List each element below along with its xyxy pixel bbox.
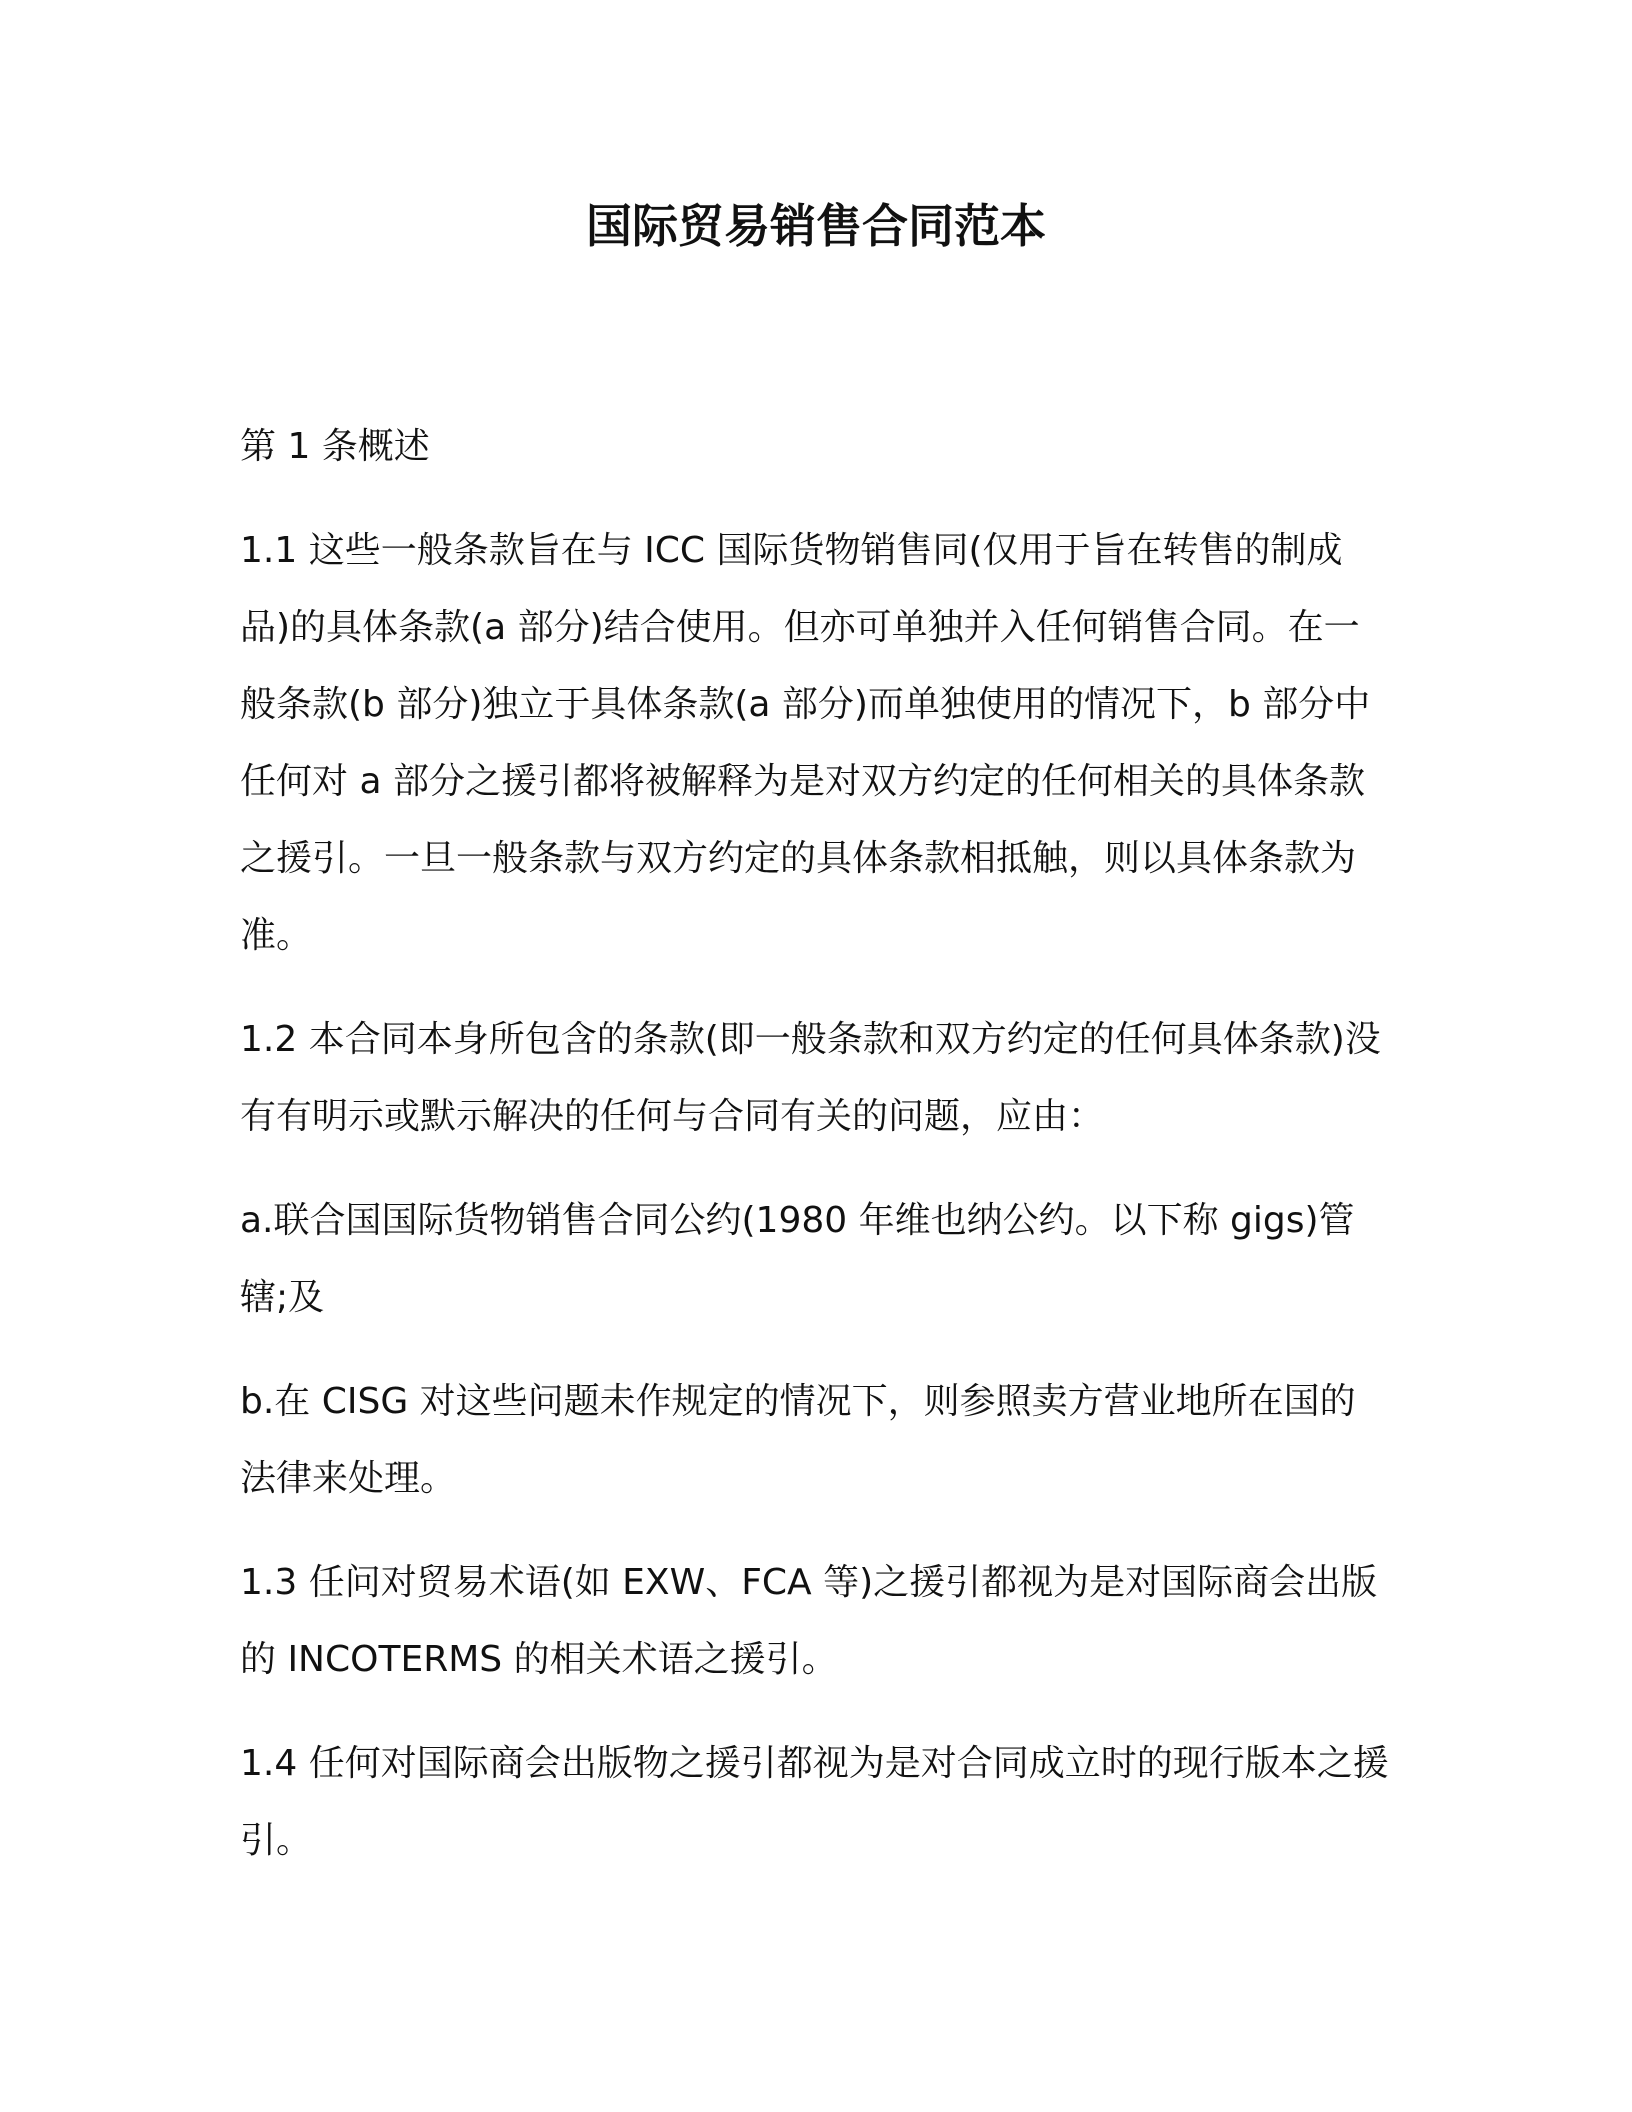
document-title: 国际贸易销售合同范本 [586, 199, 1046, 253]
document-body [240, 408, 1390, 1906]
paragraph-1-4: 1.4 任何对国际商会出版物之援引都视为是对合同成立时的现行版本之援引。 [240, 1743, 1389, 1861]
paragraph-1-2: 1.2 本合同本身所包含的条款(即一般条款和双方约定的任何具体条款)没有有明示或默示解决的任何与合同有关的问题，应由： [240, 1019, 1381, 1137]
paragraph-1-2-a: a.联合国国际货物销售合同公约(1980 年维也纳公约。以下称 gigs)管辖;及 [240, 1200, 1355, 1318]
section-heading: 第 1 条概述 [240, 426, 430, 467]
paragraph-1-3: 1.3 任问对贸易术语(如 EXW、FCA 等)之援引都视为是对国际商会出版的 INCOTERMS 的相关术语之援引。 [240, 1562, 1378, 1680]
paragraph-1-2-b: b.在 CISG 对这些问题未作规定的情况下，则参照卖方营业地所在国的法律来处理。 [240, 1381, 1356, 1499]
paragraph-1-1: 1.1 这些一般条款旨在与 ICC 国际货物销售同(仅用于旨在转售的制成品)的具体条款(a 部分)结合使用。但亦可单独并入任何销售合同。在一般条款(b 部分)独立于具体条款(a 部分)而单独使用的情况下，b 部分中任何对 a 部分之援引都将被解释为是对双方约定的任何相关的具体条款之援引。一旦一般条款与双方约定的具体条款相抵触，则以具体条款为准。 [240, 530, 1371, 956]
